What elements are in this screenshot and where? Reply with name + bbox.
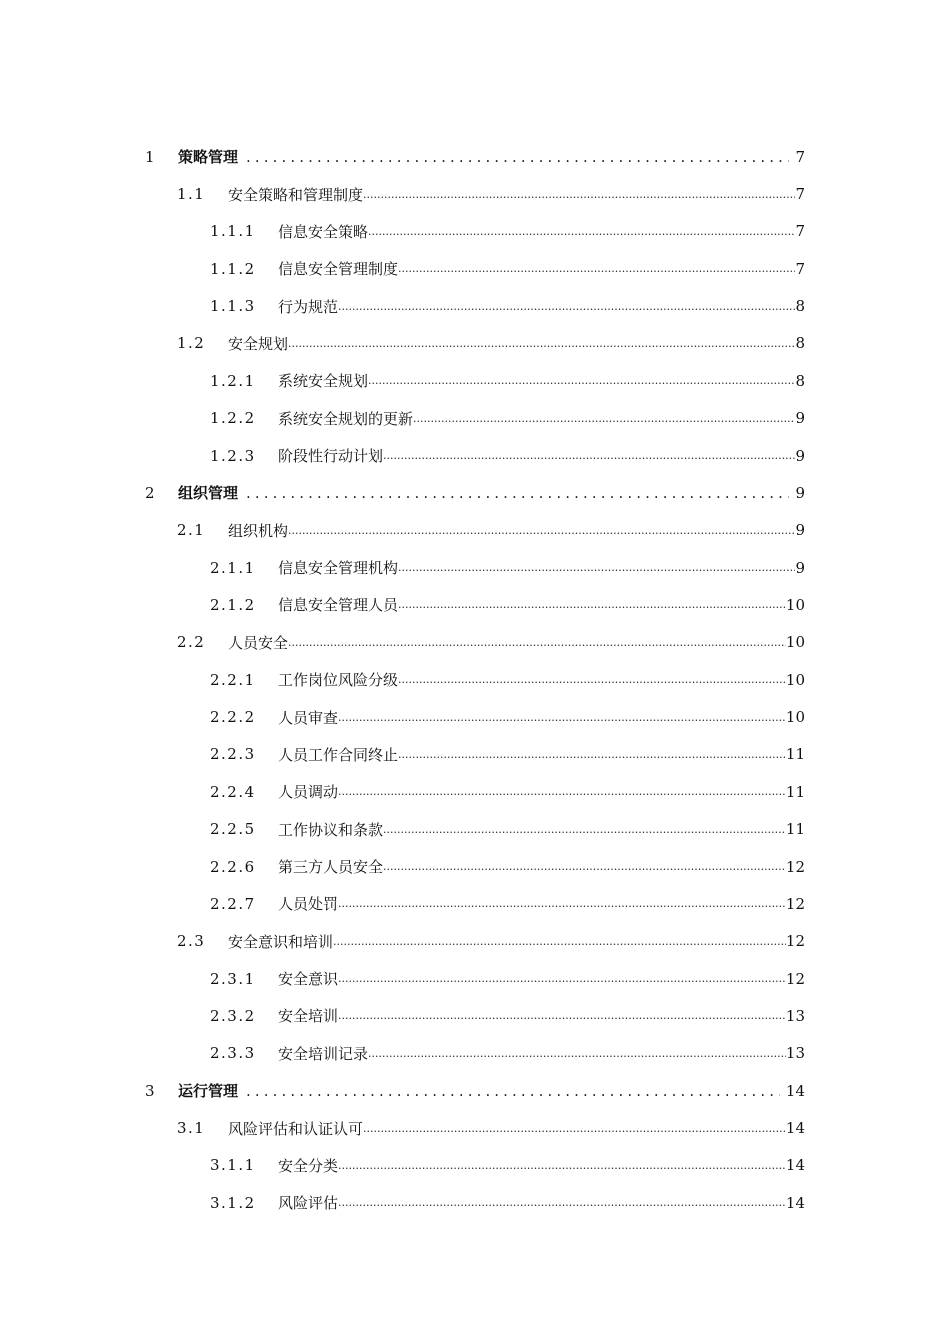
toc-dot-leader <box>338 773 786 810</box>
toc-entry[interactable] <box>0 1109 950 1146</box>
toc-entry-page-number: 10 <box>785 595 805 614</box>
toc-entry-title[interactable]: 系统安全规划的更新 <box>278 409 414 428</box>
toc-dot-leader <box>413 400 795 437</box>
toc-entry[interactable] <box>0 1147 950 1184</box>
toc-entry-title[interactable]: 安全培训记录 <box>278 1044 369 1063</box>
toc-entry-title[interactable]: 人员安全 <box>228 633 289 652</box>
toc-dot-leader <box>288 512 795 549</box>
toc-entry-number: 2.3.2 <box>210 1006 256 1025</box>
toc-entry-page-number: 13 <box>785 1044 805 1063</box>
toc-entry-page-number: 9 <box>795 409 805 428</box>
toc-entry-title[interactable]: 组织管理 <box>178 484 239 503</box>
toc-entry-page-number: 11 <box>785 820 805 839</box>
toc-entry-page-number: 8 <box>795 371 805 390</box>
toc-entry-title[interactable]: 信息安全策略 <box>278 222 369 241</box>
toc-dot-leader <box>398 549 795 586</box>
toc-dot-leader <box>333 923 786 960</box>
toc-entry[interactable] <box>0 213 950 250</box>
toc-entry-number: 1.2.3 <box>210 446 256 465</box>
toc-entry-page-number: 10 <box>785 708 805 727</box>
toc-entry-number: 1 <box>145 147 157 166</box>
toc-entry-number: 2 <box>145 483 157 502</box>
toc-entry[interactable] <box>0 1035 950 1072</box>
toc-dot-leader <box>363 175 795 212</box>
toc-entry-number: 2.2 <box>177 633 206 652</box>
toc-entry-title[interactable]: 人员审查 <box>278 708 339 727</box>
toc-entry-page-number: 7 <box>795 259 805 278</box>
toc-entry-title[interactable]: 人员工作合同终止 <box>278 745 399 764</box>
toc-entry[interactable] <box>0 549 950 586</box>
toc-entry-page-number: 12 <box>785 932 805 951</box>
toc-entry[interactable] <box>0 400 950 437</box>
toc-entry-page-number: 14 <box>785 1119 805 1138</box>
toc-entry-number: 1.2 <box>177 334 206 353</box>
toc-entry-page-number: 14 <box>785 1193 805 1212</box>
toc-dot-leader <box>338 698 786 735</box>
toc-entry-number: 2.2.5 <box>210 820 256 839</box>
toc-entry[interactable] <box>0 960 950 997</box>
toc-entry-title[interactable]: 阶段性行动计划 <box>278 447 384 466</box>
toc-entry-title[interactable]: 安全策略和管理制度 <box>228 185 364 204</box>
toc-entry-number: 2.2.7 <box>210 894 256 913</box>
toc-entry-page-number: 11 <box>785 782 805 801</box>
toc-entry[interactable] <box>0 923 950 960</box>
toc-entry-number: 1.2.2 <box>210 409 256 428</box>
toc-entry-page-number: 9 <box>795 521 805 540</box>
toc-dot-leader <box>246 138 789 175</box>
toc-entry-page-number: 12 <box>785 857 805 876</box>
toc-dot-leader <box>368 1035 786 1072</box>
toc-dot-leader <box>288 624 786 661</box>
toc-dot-leader <box>246 474 789 511</box>
toc-entry-number: 2.1.1 <box>210 558 256 577</box>
toc-dot-leader <box>383 810 786 847</box>
toc-entry[interactable] <box>0 175 950 212</box>
toc-dot-leader <box>398 661 786 698</box>
toc-entry[interactable] <box>0 885 950 922</box>
toc-entry[interactable] <box>0 848 950 885</box>
toc-entry[interactable] <box>0 250 950 287</box>
toc-entry-title[interactable]: 安全意识 <box>278 970 339 989</box>
toc-dot-leader <box>363 1109 786 1146</box>
toc-entry-number: 2.2.3 <box>210 745 256 764</box>
toc-entry[interactable] <box>0 624 950 661</box>
toc-entry-number: 2.3 <box>177 932 206 951</box>
toc-entry-title[interactable]: 系统安全规划 <box>278 372 369 391</box>
toc-entry-page-number: 7 <box>795 185 805 204</box>
toc-entry[interactable] <box>0 512 950 549</box>
toc-dot-leader <box>338 1184 786 1221</box>
toc-entry-number: 2.2.4 <box>210 782 256 801</box>
toc-entry-number: 2.3.1 <box>210 969 256 988</box>
toc-entry-title[interactable]: 人员调动 <box>278 783 339 802</box>
toc-entry[interactable] <box>0 474 950 511</box>
toc-entry-page-number: 9 <box>795 446 805 465</box>
toc-dot-leader <box>368 213 795 250</box>
toc-dot-leader <box>398 736 786 773</box>
toc-entry-page-number: 7 <box>795 222 805 241</box>
toc-entry-page-number: 14 <box>785 1156 805 1175</box>
toc-entry-page-number: 8 <box>795 297 805 316</box>
toc-entry[interactable] <box>0 586 950 623</box>
toc-entry-title[interactable]: 信息安全管理人员 <box>278 596 399 615</box>
toc-entry[interactable] <box>0 287 950 324</box>
toc-entry-title[interactable]: 安全培训 <box>278 1007 339 1026</box>
toc-dot-leader <box>383 848 786 885</box>
toc-dot-leader <box>288 325 795 362</box>
toc-entry-title[interactable]: 信息安全管理机构 <box>278 559 399 578</box>
toc-dot-leader <box>338 960 786 997</box>
toc-entry-number: 3.1 <box>177 1119 206 1138</box>
toc-entry[interactable] <box>0 810 950 847</box>
toc-entry-number: 2.1 <box>177 521 206 540</box>
toc-dot-leader <box>398 586 786 623</box>
toc-entry-title[interactable]: 工作岗位风险分级 <box>278 671 399 690</box>
toc-dot-leader <box>368 362 795 399</box>
toc-entry-number: 3 <box>145 1081 157 1100</box>
toc-entry-page-number: 11 <box>785 745 805 764</box>
toc-entry-title[interactable]: 行为规范 <box>278 297 339 316</box>
toc-entry[interactable] <box>0 362 950 399</box>
toc-dot-leader <box>338 997 786 1034</box>
toc-entry-page-number: 9 <box>795 558 805 577</box>
toc-entry-page-number: 10 <box>785 670 805 689</box>
toc-entry-title[interactable]: 组织机构 <box>228 521 289 540</box>
toc-entry-number: 1.1.1 <box>210 222 256 241</box>
toc-entry-title[interactable]: 策略管理 <box>178 148 239 167</box>
toc-entry[interactable] <box>0 736 950 773</box>
toc-dot-leader <box>338 1147 786 1184</box>
toc-dot-leader <box>398 250 795 287</box>
toc-entry-title[interactable]: 安全分类 <box>278 1156 339 1175</box>
toc-entry-title[interactable]: 工作协议和条款 <box>278 820 384 839</box>
toc-entry-page-number: 14 <box>785 1081 805 1100</box>
toc-entry-number: 2.1.2 <box>210 595 256 614</box>
toc-dot-leader <box>246 1072 780 1109</box>
toc-entry-title[interactable]: 安全意识和培训 <box>228 932 334 951</box>
toc-entry[interactable] <box>0 138 950 175</box>
toc-dot-leader <box>338 885 786 922</box>
toc-entry-title[interactable]: 第三方人员安全 <box>278 858 384 876</box>
toc-entry-title[interactable]: 风险评估和认证认可 <box>228 1119 364 1138</box>
table-of-contents <box>0 138 950 1221</box>
toc-entry-number: 2.3.3 <box>210 1044 256 1063</box>
toc-entry[interactable] <box>0 997 950 1034</box>
toc-entry[interactable] <box>0 437 950 474</box>
toc-entry[interactable] <box>0 325 950 362</box>
toc-entry-number: 1.1.3 <box>210 297 256 316</box>
toc-entry-title[interactable]: 安全规划 <box>228 334 289 353</box>
toc-entry-page-number: 9 <box>795 483 805 502</box>
toc-entry-title[interactable]: 运行管理 <box>178 1082 239 1101</box>
toc-entry[interactable] <box>0 1184 950 1221</box>
toc-dot-leader <box>338 287 795 324</box>
toc-entry-number: 2.2.2 <box>210 708 256 727</box>
toc-entry-number: 1.1.2 <box>210 259 256 278</box>
toc-entry-page-number: 10 <box>785 633 805 652</box>
toc-entry-number: 1.1 <box>177 185 206 204</box>
toc-entry-page-number: 8 <box>795 334 805 353</box>
toc-entry[interactable] <box>0 698 950 735</box>
toc-entry-title[interactable]: 信息安全管理制度 <box>278 260 399 279</box>
toc-entry[interactable] <box>0 773 950 810</box>
toc-entry-number: 2.2.6 <box>210 857 256 876</box>
toc-entry-page-number: 13 <box>785 1006 805 1025</box>
toc-entry-number: 2.2.1 <box>210 670 256 689</box>
toc-entry-title[interactable]: 风险评估 <box>278 1194 339 1213</box>
toc-dot-leader <box>383 437 795 474</box>
toc-entry-page-number: 7 <box>795 147 805 166</box>
toc-entry[interactable] <box>0 661 950 698</box>
toc-entry-title[interactable]: 人员处罚 <box>278 895 339 914</box>
toc-entry-number: 3.1.2 <box>210 1193 256 1212</box>
toc-entry[interactable] <box>0 1072 950 1109</box>
toc-entry-number: 1.2.1 <box>210 371 256 390</box>
toc-entry-number: 3.1.1 <box>210 1156 256 1175</box>
toc-entry-page-number: 12 <box>785 894 805 913</box>
toc-entry-page-number: 12 <box>785 969 805 988</box>
